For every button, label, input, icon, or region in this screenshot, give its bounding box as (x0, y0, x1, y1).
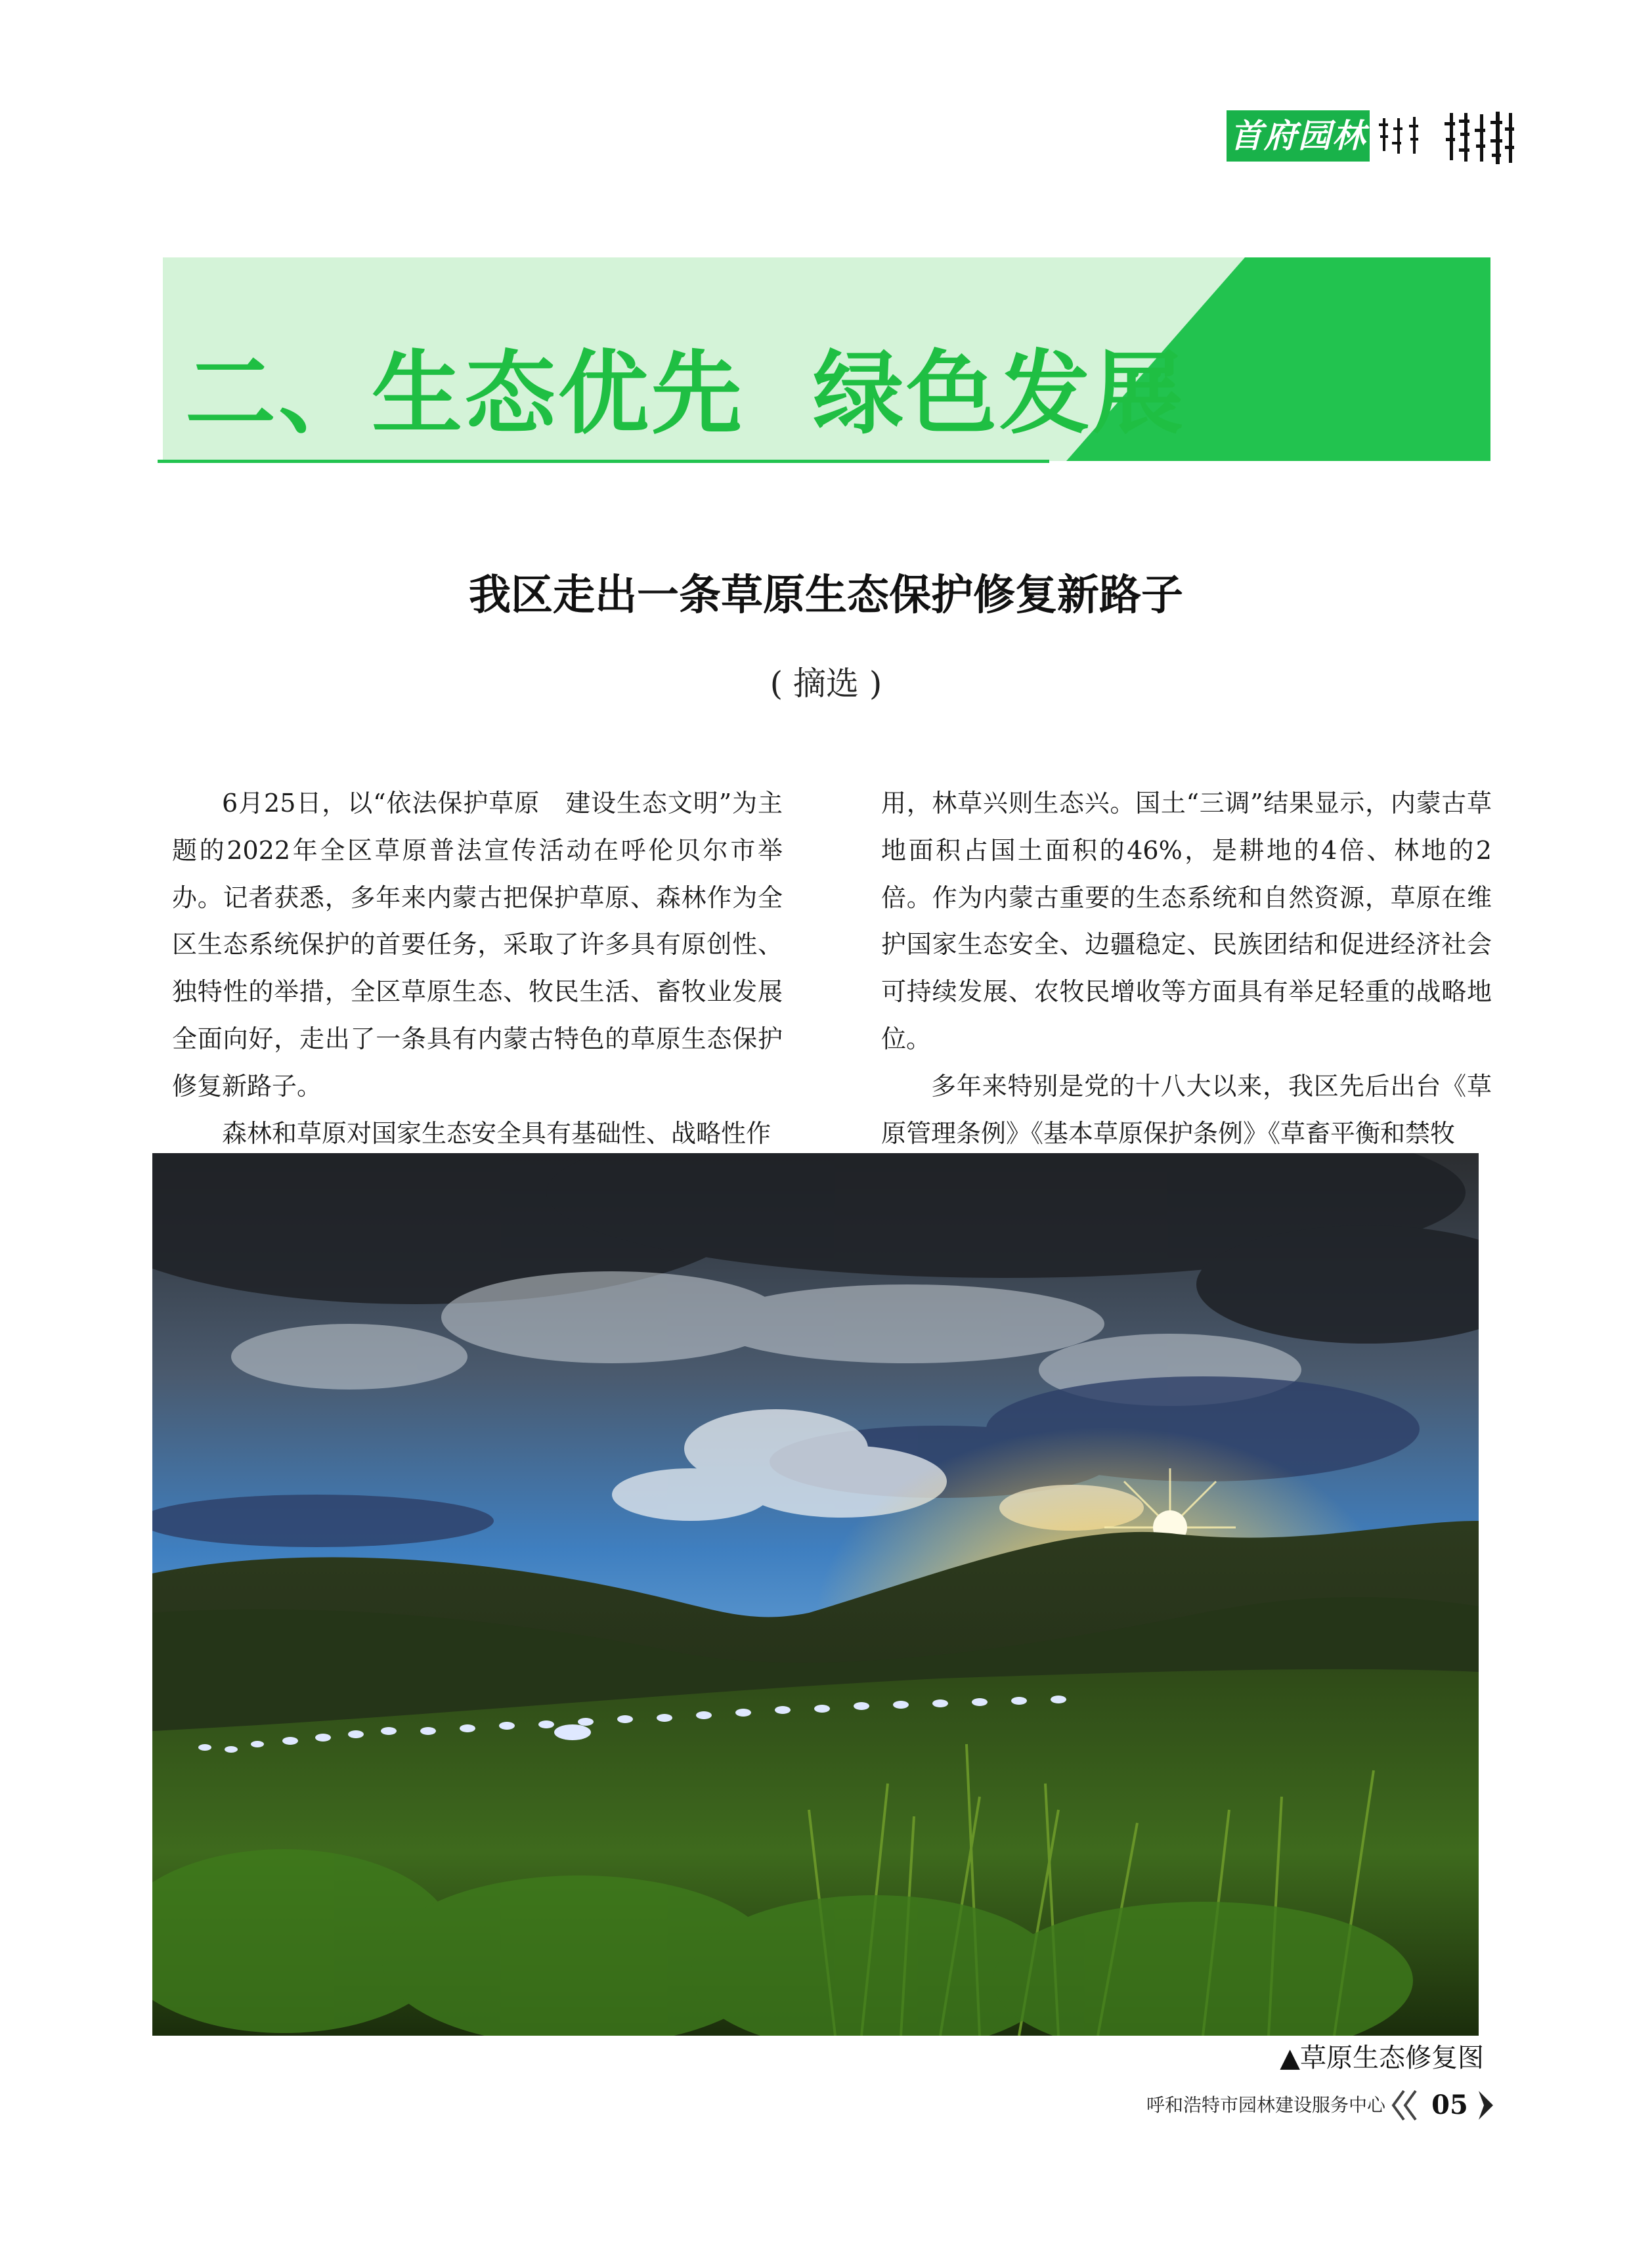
mongolian-script-logo (1378, 109, 1515, 165)
body-column-right (881, 780, 1492, 1157)
photo-caption: ▲草原生态修复图 (1280, 2043, 1484, 2073)
chevron-right-icon (1476, 2088, 1496, 2122)
grassland-photo (152, 1153, 1479, 2036)
footer-organization: 呼和浩特市园林建设服务中心 (1146, 2094, 1385, 2116)
article-subtitle: ( 摘选 ) (770, 665, 882, 703)
paragraph: 森林和草原对国家生态安全具有基础性、战略性作 (222, 1118, 772, 1148)
chevron-left-icon (1389, 2088, 1424, 2122)
article-title: 我区走出一条草原生态保护修复新路子 (469, 571, 1183, 620)
paragraph: 多年来特别是党的十八大以来，我区先后出台《草原管理条例》《基本草原保护条例》《草畜平衡和禁牧 (881, 1071, 1492, 1148)
banner-underline (158, 460, 1049, 463)
paragraph: 用，林草兴则生态兴。国土“三调”结果显示，内蒙古草地面积占国土面积的46%，是耕地的4倍、林地的2倍。作为内蒙古重要的生态系统和自然资源，草原在维护国家生态安全、边疆稳定、民族团结和促进经济社会可持续发展、农牧民增收等方面具有举足轻重的战略地位。 (881, 789, 1492, 1053)
body-column-left (172, 780, 783, 1157)
publication-logo: 首府园林 (1227, 110, 1370, 162)
section-title: 二、生态优先 绿色发展 (185, 341, 1186, 447)
paragraph: 6月25日，以“依法保护草原 建设生态文明”为主题的2022年全区草原普法宣传活动在呼伦贝尔市举办。记者获悉，多年来内蒙古把保护草原、森林作为全区生态系统保护的首要任务，采取了许多具有原创性、独特性的举措，全区草原生态、牧民生活、畜牧业发展全面向好，走出了一条具有内蒙古特色的草原生态保护修复新路子。 (172, 789, 783, 1101)
page-number: 05 (1431, 2090, 1468, 2120)
